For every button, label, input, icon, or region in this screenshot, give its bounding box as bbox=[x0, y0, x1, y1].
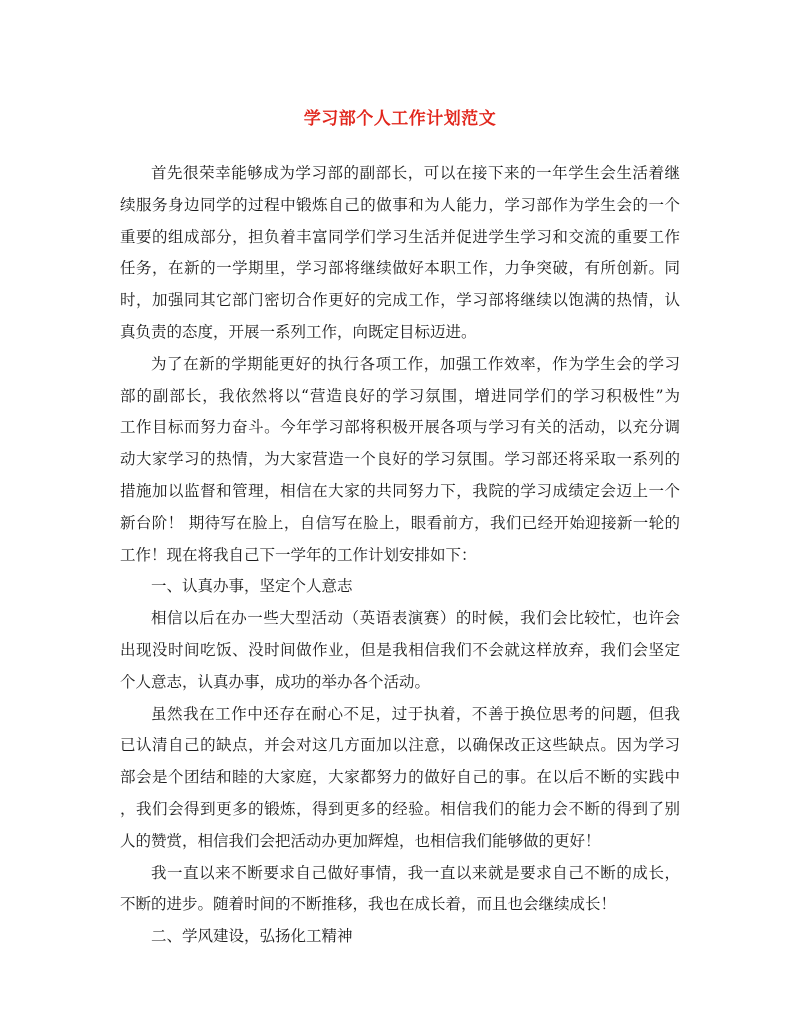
document-body bbox=[120, 158, 680, 953]
text-line: 重要的组成部分，担负着丰富同学们学习生活并促进学生学习和交流的重要工作 bbox=[120, 227, 680, 246]
text-line: 时，加强同其它部门密切合作更好的完成工作，学习部将继续以饱满的热情，认 bbox=[120, 291, 680, 310]
text-line: 虽然我在工作中还存在耐心不足，过于执着，不善于换位思考的问题，但我 bbox=[151, 704, 680, 723]
text-line: 真负责的态度，开展一系列工作，向既定目标迈进。 bbox=[120, 322, 477, 341]
text-line: 不断的进步。随着时间的不断推移，我也在成长着，而且也会继续成长！ bbox=[120, 895, 617, 914]
text-line: 工作！现在将我自己下一学年的工作计划安排如下： bbox=[120, 545, 477, 564]
text-line: 任务，在新的一学期里，学习部将继续做好本职工作，力争突破，有所创新。同 bbox=[120, 259, 680, 278]
text-line: 措施加以监督和管理，相信在大家的共同努力下，我院的学习成绩定会迈上一个 bbox=[120, 481, 680, 500]
text-line: 我一直以来不断要求自己做好事情，我一直以来就是要求自己不断的成长， bbox=[151, 863, 680, 882]
text-line: 动大家学习的热情，为大家营造一个良好的学习氛围。学习部还将采取一系列的 bbox=[120, 450, 680, 469]
text-line: 个人意志，认真办事，成功的举办各个活动。 bbox=[120, 672, 431, 691]
text-line: 部会是个团结和睦的大家庭，大家都努力的做好自己的事。在以后不断的实践中 bbox=[120, 768, 680, 787]
text-line: 续服务身边同学的过程中锻炼自己的做事和为人能力，学习部作为学生会的一个 bbox=[120, 195, 680, 214]
section-heading: 二、学风建设，弘扬化工精神 bbox=[151, 927, 353, 946]
text-line: 新台阶！ 期待写在脸上，自信写在脸上，眼看前方，我们已经开始迎接新一轮的 bbox=[120, 513, 680, 532]
section-heading: 一、认真办事，坚定个人意志 bbox=[151, 577, 353, 596]
text-line: 首先很荣幸能够成为学习部的副部长，可以在接下来的一年学生会生活着继 bbox=[151, 164, 680, 182]
text-line: 为了在新的学期能更好的执行各项工作，加强工作效率，作为学生会的学习 bbox=[151, 354, 680, 373]
text-line: 工作目标而努力奋斗。今年学习部将积极开展各项与学习有关的活动，以充分调 bbox=[120, 418, 680, 437]
text-line: 出现没时间吃饭、没时间做作业，但是我相信我们不会就这样放弃，我们会坚定 bbox=[120, 640, 680, 659]
text-line: 已认清自己的缺点，并会对这几方面加以注意，以确保改正这些缺点。因为学习 bbox=[120, 736, 680, 755]
text-line: ，我们会得到更多的锻炼，得到更多的经验。相信我们的能力会不断的得到了别 bbox=[120, 799, 680, 818]
text-line: 人的赞赏，相信我们会把活动办更加辉煌，也相信我们能够做的更好！ bbox=[120, 831, 601, 850]
document-title: 学习部个人工作计划范文 bbox=[303, 109, 497, 129]
text-line: 部的副部长，我依然将以“营造良好的学习氛围，增进同学们的学习积极性”为 bbox=[120, 386, 680, 405]
text-line: 相信以后在办一些大型活动（英语表演赛）的时候，我们会比较忙，也许会 bbox=[151, 609, 680, 628]
